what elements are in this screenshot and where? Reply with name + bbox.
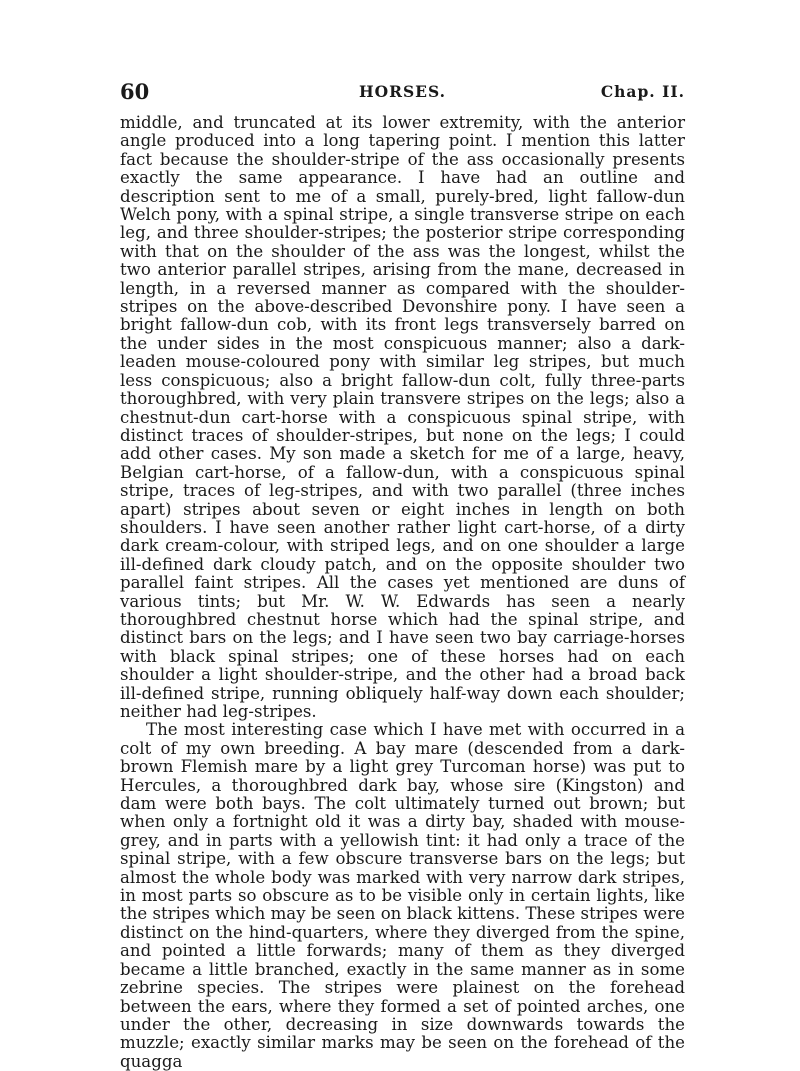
- running-title: HORSES.: [358, 82, 447, 101]
- running-head: [120, 80, 685, 104]
- chapter-reference: Chap. II.: [600, 82, 685, 101]
- paragraph: The most interesting case which I have met with occurred in a colt of my own breeding. A bay mare (descended from a dark-brown Flemish mare by a light grey Turcoman horse) was put to Hercules, a thoroughbred dark bay, whose sire (Kingston) and dam were both bays. The colt ultimately turned out brown; but when only a fortnight old it was a dirty bay, shaded with mouse-grey, and in parts with a yellowish tint: it had only a trace of the spinal stripe, with a few obscure transverse bars on the legs; but almost the whole body was marked with very narrow dark stripes, in most parts so obscure as to be visible only in certain lights, like the stripes which may be seen on black kittens. These stripes were distinct on the hind-quarters, where they diverged from the spine, and pointed a little forwards; many of them as they diverged became a little branched, exactly in the same manner as in some zebrine species. The stripes were plainest on the forehead between the ears, where they formed a set of pointed arches, one under the other, decreasing in size downwards towards the muzzle; exactly similar marks may be seen on the forehead of the quagga: [120, 720, 685, 1071]
- body-text: [120, 114, 685, 1071]
- page-number: 60: [120, 79, 150, 104]
- paragraph-continued: middle, and truncated at its lower extremity, with the anterior angle produced into a long tapering point. I mention this latter fact because the shoulder-stripe of the ass occasionally presents exactly the same appearance. I have had an outline and description sent to me of a small, purely-bred, light fallow-dun Welch pony, with a spinal stripe, a single transverse stripe on each leg, and three shoulder-stripes; the posterior stripe corresponding with that on the shoulder of the ass was the longest, whilst the two anterior parallel stripes, arising from the mane, decreased in length, in a reversed manner as compared with the shoulder-stripes on the above-described Devonshire pony. I have seen a bright fallow-dun cob, with its front legs transversely barred on the under sides in the most conspicuous manner; also a dark-leaden mouse-coloured pony with similar leg stripes, but much less conspicuous; also a bright fallow-dun colt, fully three-parts thoroughbred, with very plain transvere stripes on the legs; also a chestnut-dun cart-horse with a conspicuous spinal stripe, with distinct traces of shoulder-stripes, but none on the legs; I could add other cases. My son made a sketch for me of a large, heavy, Belgian cart-horse, of a fallow-dun, with a conspicuous spinal stripe, traces of leg-stripes, and with two parallel (three inches apart) stripes about seven or eight inches in length on both shoulders. I have seen another rather light cart-horse, of a dirty dark cream-colour, with striped legs, and on one shoulder a large ill-defined dark cloudy patch, and on the opposite shoulder two parallel faint stripes. All the cases yet mentioned are duns of various tints; but Mr. W. W. Edwards has seen a nearly thoroughbred chestnut horse which had the spinal stripe, and distinct bars on the legs; and I have seen two bay carriage-horses with black spinal stripes; one of these horses had on each shoulder a light shoulder-stripe, and the other had a broad back ill-defined stripe, running obliquely half-way down each shoulder; neither had leg-stripes.: [120, 113, 685, 721]
